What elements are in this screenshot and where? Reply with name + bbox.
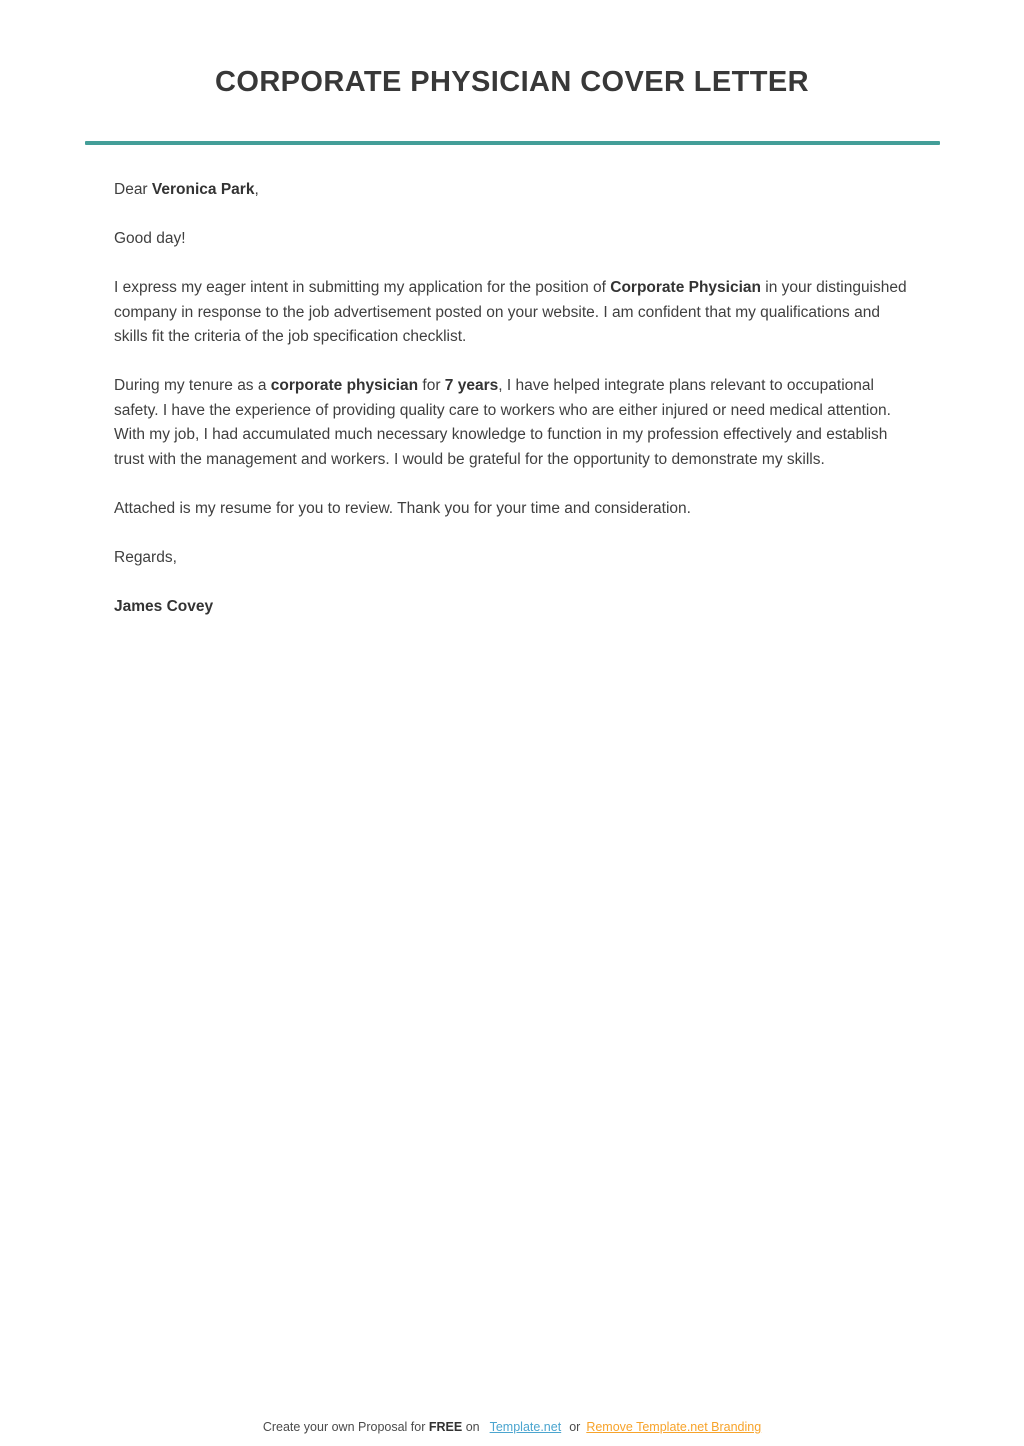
salutation: [114, 178, 914, 203]
letter-body: [0, 145, 1024, 620]
paragraph-intent-text: I express my eager intent in submitting my application for the position of: [114, 279, 611, 296]
years-experience: 7 years: [444, 377, 499, 394]
footer: [0, 1420, 1024, 1434]
paragraph-experience-text-3: , I have helped integrate plans relevant to occupational safety. I have the experience of providing quality care to workers who are either injured or need medical attention. With my job, I had accumulated much necessary knowledge to function in my profession effectively and establish trust with the management and workers. I would be grateful for the opportunity to demonstrate my skills.: [114, 377, 891, 468]
paragraph-experience-text: During my tenure as a: [114, 377, 271, 394]
greeting: Good day!: [114, 230, 186, 247]
template-net-link[interactable]: Template.net: [489, 1420, 562, 1434]
footer-or-text: or: [569, 1420, 581, 1434]
footer-text: Create your own Proposal for: [262, 1420, 429, 1434]
paragraph-intent-text-2: in your distinguished company in response to the job advertisement posted on your website. I am confident that my qualifications and skills fit the criteria of the job specification checklist.: [114, 279, 907, 345]
paragraph-intent: [114, 276, 914, 350]
paragraph-experience: [114, 374, 914, 472]
salutation-prefix: Dear: [114, 181, 152, 198]
footer-free-label: FREE: [428, 1420, 463, 1434]
footer-on-text: on: [462, 1420, 480, 1434]
position-name: Corporate Physician: [610, 279, 761, 296]
salutation-suffix: ,: [254, 181, 259, 198]
document-page: [0, 0, 1024, 620]
recipient-name: Veronica Park: [151, 181, 255, 198]
paragraph-experience-text-2: for: [418, 377, 445, 394]
sender-name: James Covey: [114, 598, 214, 615]
sign-off: Regards,: [114, 549, 177, 566]
remove-branding-link[interactable]: Remove Template.net Branding: [586, 1420, 762, 1434]
paragraph-closing: Attached is my resume for you to review. Thank you for your time and consideration.: [114, 499, 691, 517]
profession-name: corporate physician: [270, 377, 419, 394]
document-title: CORPORATE PHYSICIAN COVER LETTER: [215, 66, 809, 98]
